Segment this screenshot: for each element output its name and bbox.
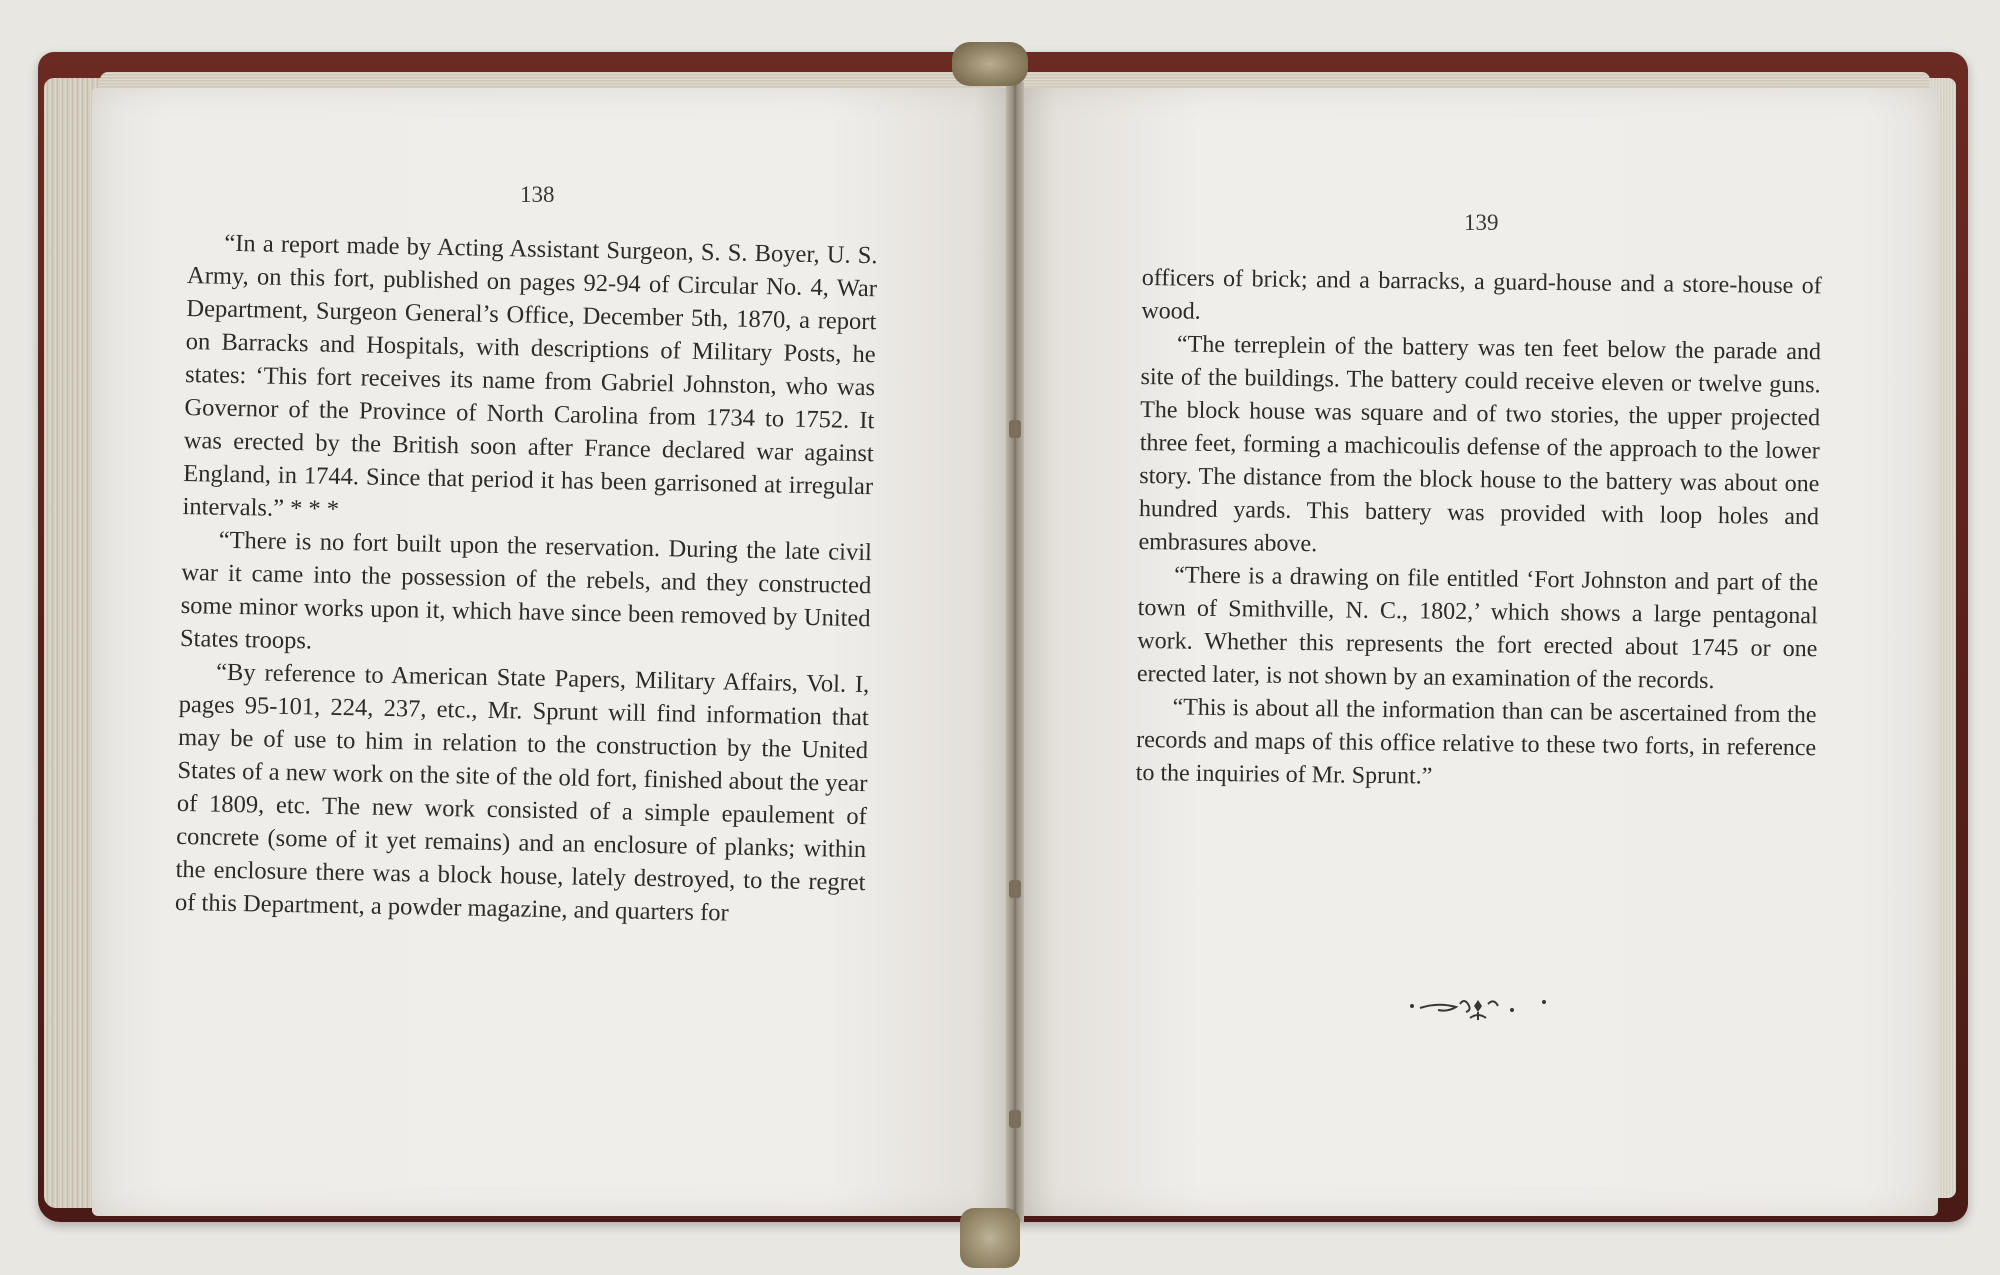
paragraph: “The terreplein of the battery was ten feet below the parade and site of the buildings. The battery could receive eleven or twelve guns. The block house was square and of two stories, the upper projected three feet, forming a machicoulis defense of the approach to the lower story. The distance from the block house to the battery was about one hundred yards. This battery was provided with loop holes and embrasures above. bbox=[1138, 331, 1822, 558]
paragraph: officers of brick; and a barracks, a guard-house and a store-house of wood. bbox=[1141, 264, 1822, 325]
left-page-text bbox=[175, 226, 878, 932]
right-page-number: 139 bbox=[1464, 210, 1499, 235]
book-gutter bbox=[1006, 82, 1024, 1222]
binding-stitch bbox=[1009, 1110, 1021, 1128]
paragraph: “In a report made by Acting Assistant Surgeon, S. S. Boyer, U. S. Army, on this fort, published on pages 92-94 of Circular No. 4, War Department, Surgeon General’s Office, December 5th, 1870, a report on Barracks and Hospitals, with descriptions of Military Posts, he states: ‘This fort receives its name from Gabriel Johnston, who was Governor of the Province of North Carolina from 1734 to 1752. It was erected by the British soon after France declared war against England, in 1744. Since that period it has been garrisoned at irregular intervals.” * * * bbox=[182, 229, 878, 523]
paragraph: “By reference to American State Papers, Military Affairs, Vol. I, pages 95-101, 224, 237, etc., Mr. Sprunt will find information that may be of use to him in relation to the construction by the United States of a new work on the site of the old fort, finished about the year of 1809, etc. The new work consisted of a simple epaulement of concrete (some of it yet remains) and an enclosure of planks; within the enclosure there was a block house, lately destroyed, to the regret of this Department, a powder magazine, and quarters for bbox=[174, 658, 870, 927]
binding-stitch bbox=[1009, 880, 1021, 898]
ornament-icon bbox=[1408, 992, 1548, 1032]
paragraph: “There is a drawing on file entitled ‘Fort Johnston and part of the town of Smithville, N. C., 1802,’ which shows a large pentagonal work. Whether this represents the fort erected about 1745 or one erected later, is not shown by an examination of the records. bbox=[1136, 562, 1819, 695]
binding-stitch bbox=[1009, 420, 1021, 438]
left-page-number: 138 bbox=[520, 182, 555, 207]
paragraph: “This is about all the information than can be ascertained from the records and maps of this office relative to these two forts, in reference to the inquiries of Mr. Sprunt.” bbox=[1135, 694, 1817, 790]
headband-bottom bbox=[960, 1208, 1020, 1268]
right-page-text bbox=[1136, 262, 1822, 798]
paragraph: “There is no fort built upon the reservation. During the late civil war it came into the possession of the rebels, and they constructed some minor works upon it, which have since been removed by United States troops. bbox=[179, 526, 873, 655]
headband-top bbox=[952, 42, 1028, 86]
